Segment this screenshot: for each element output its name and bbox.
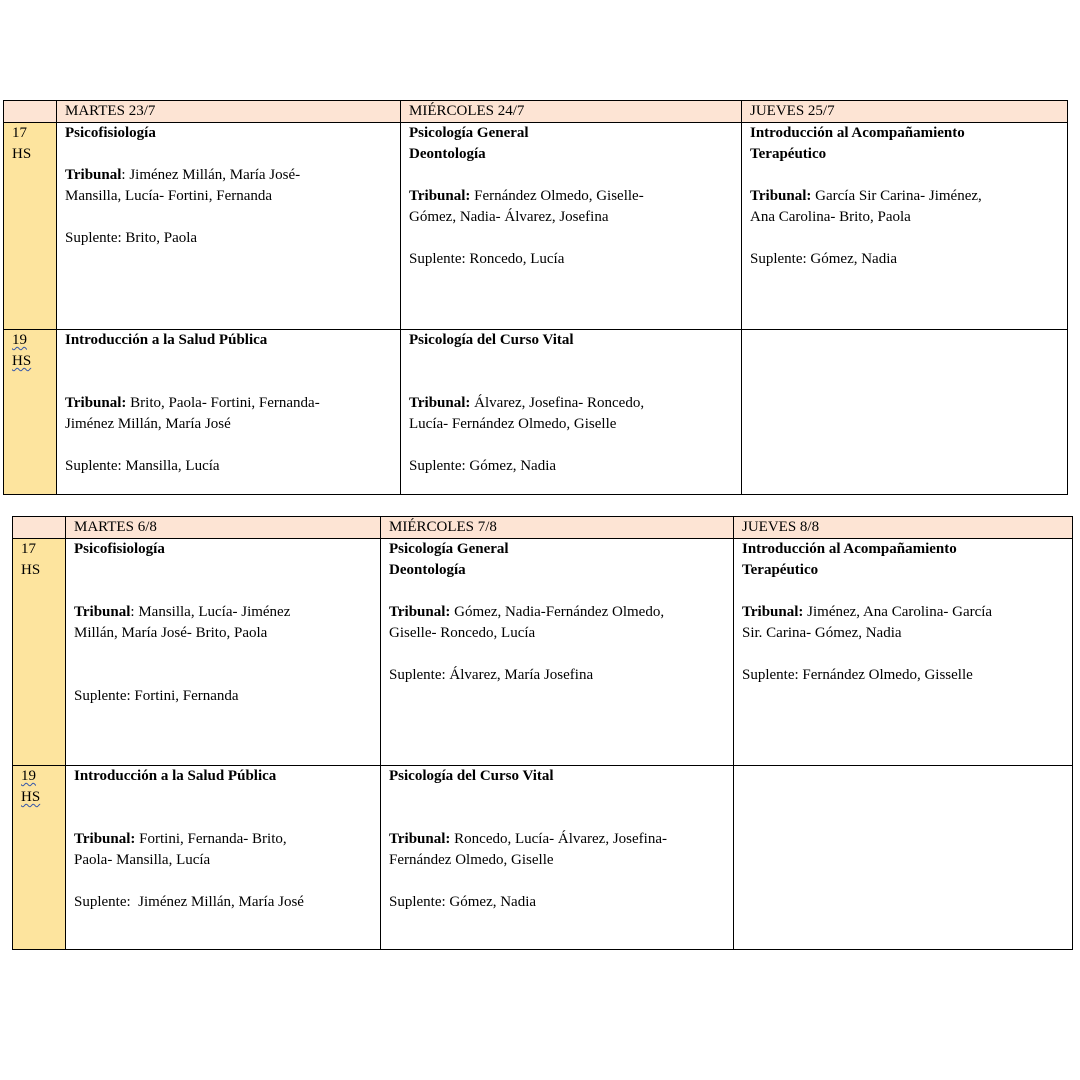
tribunal-text: Tribunal: Brito, Paola- Fortini, Fernanda-: [65, 395, 320, 411]
suplente-text: Suplente: Brito, Paola: [65, 230, 198, 246]
tribunal-text: Tribunal: Gómez, Nadia-Fernández Olmedo,: [389, 604, 665, 620]
day-header: MARTES 23/7: [57, 101, 401, 123]
suplente-text: Suplente: Fernández Olmedo, Gisselle: [742, 667, 973, 683]
tribunal-text: Tribunal: Álvarez, Josefina- Roncedo,: [409, 395, 645, 411]
tribunal-text: Tribunal: Jiménez, Ana Carolina- García: [742, 604, 993, 620]
exam-cell: Introducción a la Salud Pública Tribunal: Brito, Paola- Fortini, Fernanda- Jiménez Millán, María José Suplente: Mansilla, Lucía: [57, 330, 401, 495]
time-cell: 19 HS: [13, 766, 66, 950]
exam-cell: Psicología del Curso Vital Tribunal: Roncedo, Lucía- Álvarez, Josefina- Fernández Olmedo, Giselle Suplente: Gómez, Nadia: [381, 766, 734, 950]
exam-cell: Introducción a la Salud Pública Tribunal: Fortini, Fernanda- Brito, Paola- Mansilla, Lucía Suplente: Jiménez Millán, María José: [66, 766, 381, 950]
suplente-text: Suplente: Jiménez Millán, María José: [74, 894, 304, 910]
schedule-table-1: [3, 100, 1068, 495]
time-cell: 17 HS: [4, 123, 57, 330]
exam-cell: Psicofisiología Tribunal: Jiménez Millán, María José- Mansilla, Lucía- Fortini, Fernanda Suplente: Brito, Paola: [57, 123, 401, 330]
day-header: MIÉRCOLES 7/8: [381, 517, 734, 539]
tribunal-text: Tribunal: Fernández Olmedo, Giselle-: [409, 188, 644, 204]
tribunal-text: Tribunal: García Sir Carina- Jiménez,: [750, 188, 982, 204]
exam-cell: Psicofisiología Tribunal: Mansilla, Lucía- Jiménez Millán, María José- Brito, Paola Suplente: Fortini, Fernanda: [66, 539, 381, 766]
day-header: JUEVES 8/8: [734, 517, 1073, 539]
suplente-text: Suplente: Roncedo, Lucía: [409, 251, 565, 267]
day-header: JUEVES 25/7: [742, 101, 1068, 123]
exam-cell: Introducción al Acompañamiento Terapéutico Tribunal: Jiménez, Ana Carolina- García Sir. Carina- Gómez, Nadia Suplente: Fernández Olmedo, Gisselle: [734, 539, 1073, 766]
subject-title: Psicología del Curso Vital: [409, 332, 574, 348]
exam-cell: Psicología General Deontología Tribunal: Gómez, Nadia-Fernández Olmedo, Giselle- Roncedo, Lucía Suplente: Álvarez, María Josefina: [381, 539, 734, 766]
suplente-text: Suplente: Fortini, Fernanda: [74, 688, 239, 704]
schedule-table-2: [12, 516, 1073, 950]
subject-title: Psicología del Curso Vital: [389, 768, 554, 784]
suplente-text: Suplente: Gómez, Nadia: [389, 894, 537, 910]
exam-cell: Psicología del Curso Vital Tribunal: Álvarez, Josefina- Roncedo, Lucía- Fernández Olmedo, Giselle Suplente: Gómez, Nadia: [401, 330, 742, 495]
tribunal-text: Tribunal: Roncedo, Lucía- Álvarez, Josefina-: [389, 831, 667, 847]
exam-cell: Psicología General Deontología Tribunal: Fernández Olmedo, Giselle- Gómez, Nadia- Álvarez, Josefina Suplente: Roncedo, Lucía: [401, 123, 742, 330]
subject-title: Psicología General: [409, 125, 529, 141]
suplente-text: Suplente: Gómez, Nadia: [750, 251, 898, 267]
subject-title: Introducción al Acompañamiento: [750, 125, 965, 141]
empty-cell: [742, 330, 1068, 495]
subject-title: Introducción a la Salud Pública: [65, 332, 268, 348]
header-row: [13, 517, 1073, 539]
day-header: MARTES 6/8: [66, 517, 381, 539]
corner-cell: [13, 517, 66, 539]
time-row-17: [13, 539, 1073, 766]
subject-title: Psicología General: [389, 541, 509, 557]
time-cell: 17 HS: [13, 539, 66, 766]
time-row-19: [4, 330, 1068, 495]
tribunal-text: Tribunal: Fortini, Fernanda- Brito,: [74, 831, 287, 847]
subject-title: Psicofisiología: [65, 125, 156, 141]
subject-title: Introducción a la Salud Pública: [74, 768, 277, 784]
tribunal-text: Tribunal: Mansilla, Lucía- Jiménez: [74, 604, 291, 620]
suplente-text: Suplente: Álvarez, María Josefina: [389, 667, 594, 683]
time-row-19: [13, 766, 1073, 950]
header-row: [4, 101, 1068, 123]
day-header: MIÉRCOLES 24/7: [401, 101, 742, 123]
subject-title: Psicofisiología: [74, 541, 165, 557]
corner-cell: [4, 101, 57, 123]
subject-title: Introducción al Acompañamiento: [742, 541, 957, 557]
suplente-text: Suplente: Gómez, Nadia: [409, 458, 557, 474]
time-cell: 19 HS: [4, 330, 57, 495]
suplente-text: Suplente: Mansilla, Lucía: [65, 458, 220, 474]
tribunal-text: Tribunal: Jiménez Millán, María José-: [65, 167, 301, 183]
empty-cell: [734, 766, 1073, 950]
time-row-17: [4, 123, 1068, 330]
exam-cell: Introducción al Acompañamiento Terapéutico Tribunal: García Sir Carina- Jiménez, Ana Carolina- Brito, Paola Suplente: Gómez, Nadia: [742, 123, 1068, 330]
